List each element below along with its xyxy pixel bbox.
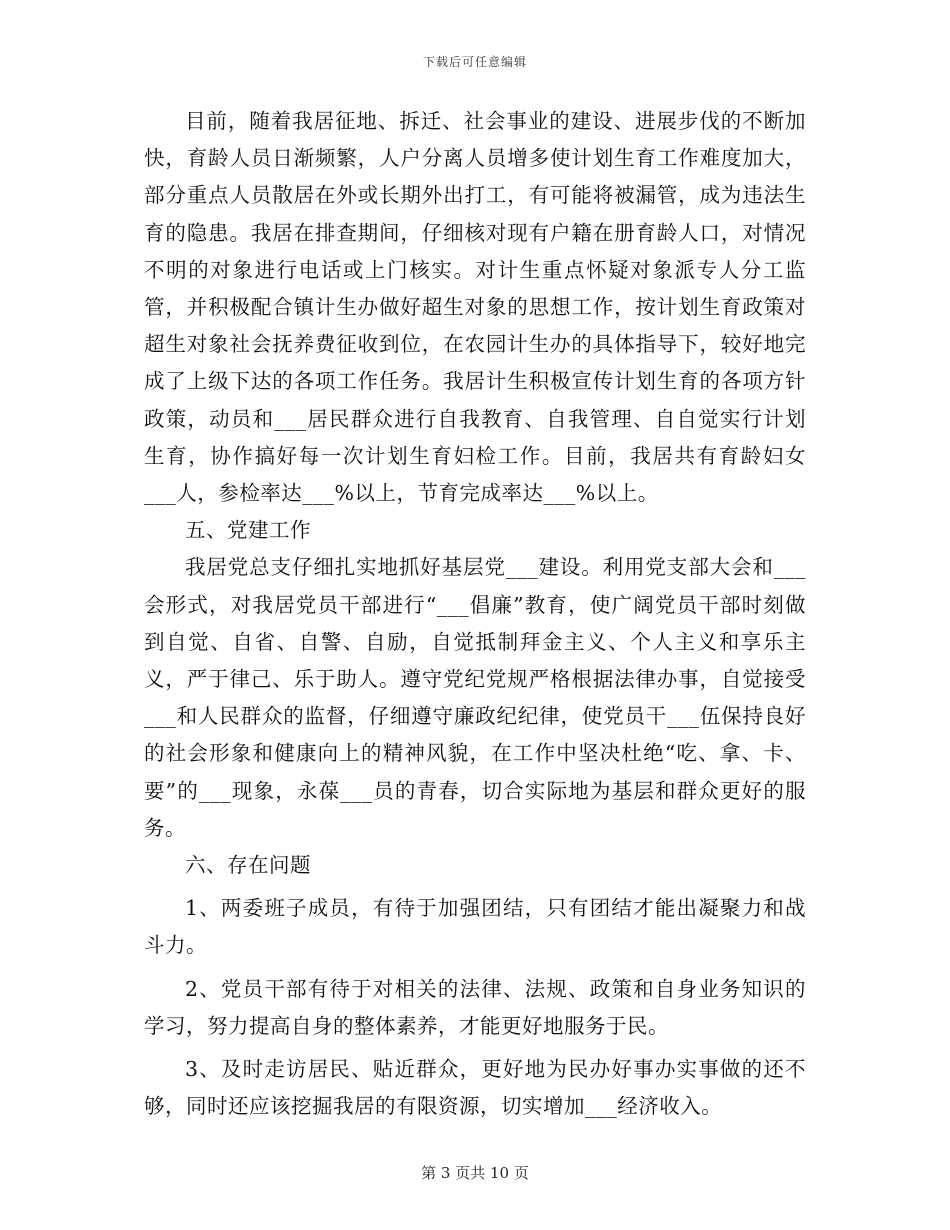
paragraph-family-planning: 目前，随着我居征地、拆迁、社会事业的建设、进展步伐的不断加快，育龄人员日渐频繁，人户分离人员增多使计划生育工作难度加大，部分重点人员散居在外或长期外出打工，有可能将被漏管，成为违法生育的隐患。我居在排查期间，仔细核对现有户籍在册育龄人口，对情况不明的对象进行电话或上门核实。对计生重点怀疑对象派专人分工监管，并积极配合镇计生办做好超生对象的思想工作，按计划生育政策对超生对象社会抚养费征收到位，在农园计生办的具体指导下，较好地完成了上级下达的各项工作任务。我居计生积极宣传计划生育的各项方针政策，动员和___居民群众进行自我教育、自我管理、自自觉实行计划生育，协作搞好每一次计划生育妇检工作。目前，我居共有育龄妇女___人，参检率达___%以上，节育完成率达___%以上。: [144, 109, 806, 506]
list-item-problem-2: 2、党员干部有待于对相关的法律、法规、政策和自身业务知识的学习，努力提高自身的整体素养，才能更好地服务于民。: [144, 976, 806, 1038]
paragraph-party-building: 我居党总支仔细扎实地抓好基层党___建设。利用党支部大会和___会形式，对我居党员干部进行“___倡廉”教育，使广阔党员干部时刻做到自觉、自省、自警、自励，自觉抵制拜金主义、个人主义和享乐主义，严于律己、乐于助人。遵守党纪党规严格根据法律办事，自觉接受___和人民群众的监督，仔细遵守廉政纪纪律，使党员干___伍保持良好的社会形象和健康向上的精神风貌，在工作中坚决杜绝“吃、拿、卡、要”的___现象，永葆___员的青春，切合实际地为基层和群众更好的服务。: [144, 555, 806, 840]
section-heading-problems: 六、存在问题: [185, 853, 311, 878]
page-header-note: 下载后可任意编辑: [422, 55, 527, 69]
document-body: [144, 103, 806, 1125]
list-item-problem-1: 1、两委班子成员，有待于加强团结，只有团结才能出凝聚力和战斗力。: [144, 896, 806, 958]
section-heading-party-building: 五、党建工作: [185, 518, 311, 543]
page-number: 第 3 页共 10 页: [421, 1164, 529, 1182]
list-item-problem-3: 3、及时走访居民、贴近群众，更好地为民办好事办实事做的还不够，同时还应该挖掘我居的有限资源，切实增加___经济收入。: [144, 1057, 806, 1119]
